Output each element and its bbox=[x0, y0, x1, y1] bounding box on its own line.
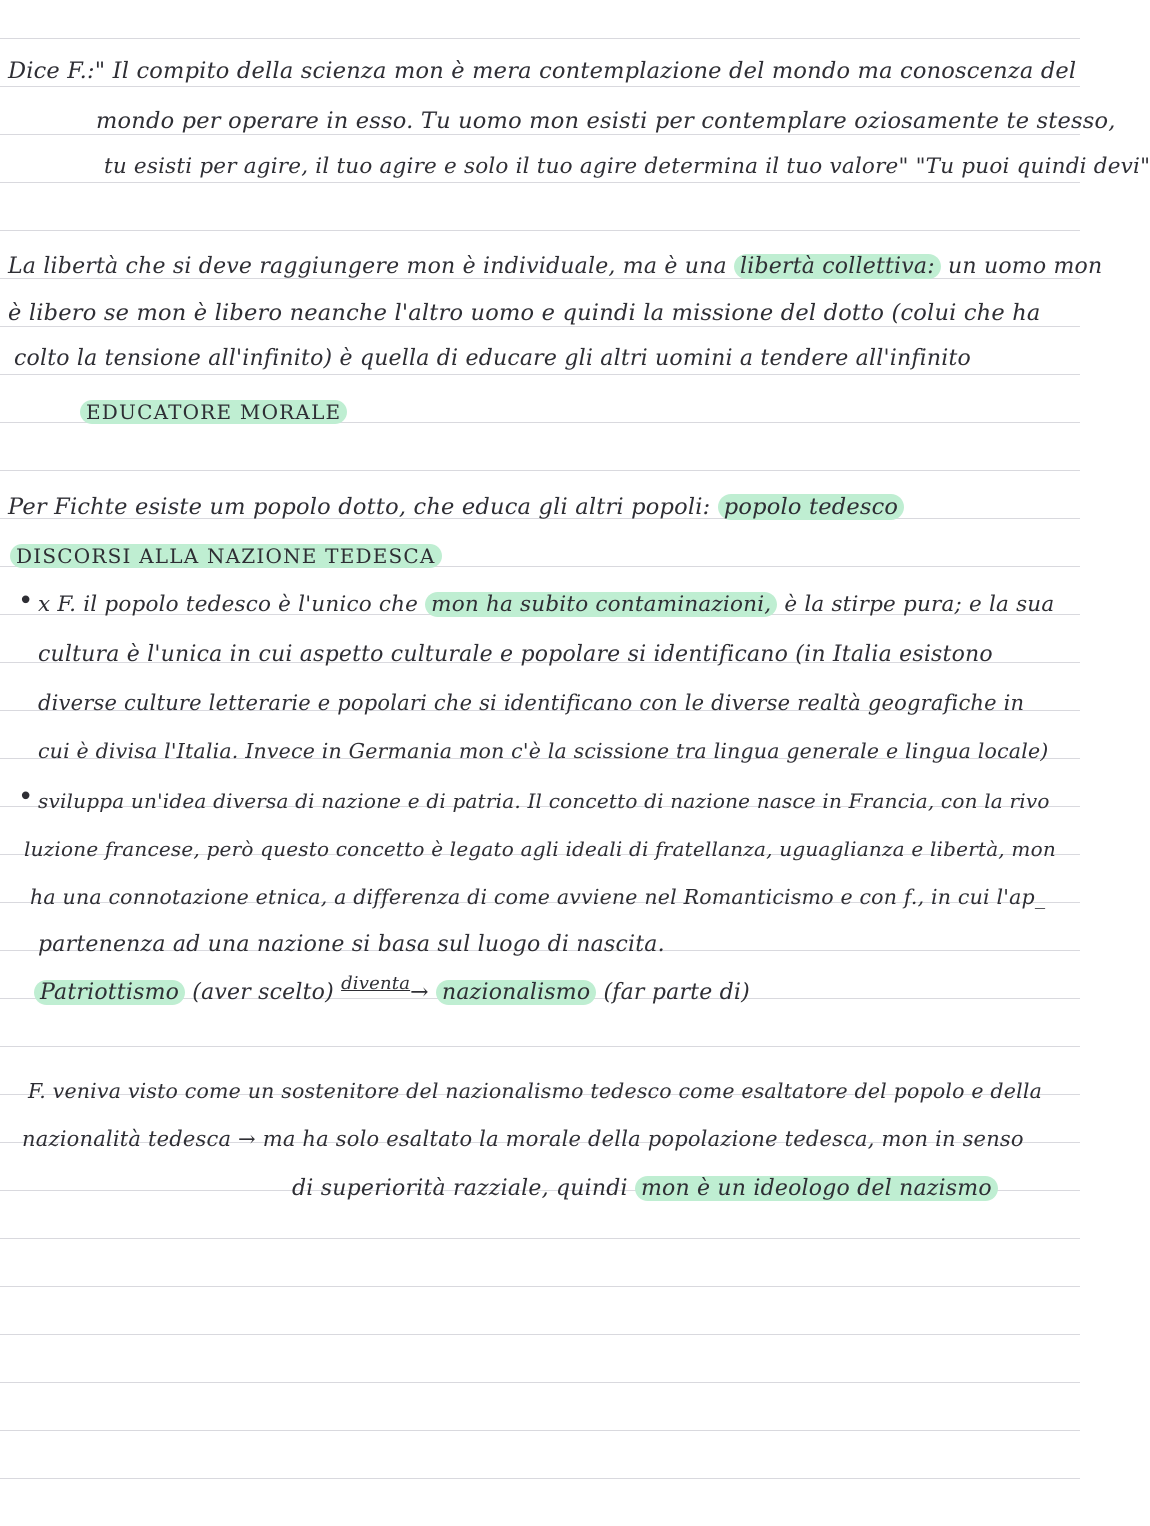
quote-line-2: mondo per operare in esso. Tu uomo mon esisti per contemplare oziosamente te stesso, bbox=[96, 108, 1116, 134]
bullet-2-line-4: partenenza ad una nazione si basa sul luogo di nascita. bbox=[38, 932, 665, 957]
highlight-contaminazioni: mon ha subito contaminazioni, bbox=[425, 592, 777, 617]
highlight-discorsi: DISCORSI ALLA NAZIONE TEDESCA bbox=[10, 544, 442, 568]
rule-line bbox=[0, 1334, 1080, 1335]
nazism-line-1: F. veniva visto come un sostenitore del nazionalismo tedesco come esaltatore del popolo e della bbox=[28, 1079, 1043, 1103]
nation-line-2 bbox=[10, 538, 442, 573]
freedom-line-3: colto la tensione all'infinito) è quella di educare gli altri uomini a tendere all'infinito bbox=[14, 346, 971, 371]
freedom-line-1 bbox=[8, 250, 1102, 284]
rule-line bbox=[0, 1430, 1080, 1431]
highlight-educatore-morale: EDUCATORE MORALE bbox=[80, 400, 347, 424]
far-parte-text: (far parte di) bbox=[596, 980, 750, 1005]
rule-line bbox=[0, 1286, 1080, 1287]
highlight-ideologo-nazismo: mon è un ideologo del nazismo bbox=[635, 1176, 998, 1201]
bullet-1-line-4: cui è divisa l'Italia. Invece in Germania mon c'è la scissione tra lingua generale e lingua locale) bbox=[38, 739, 1049, 763]
rule-line bbox=[0, 1046, 1080, 1047]
freedom-line-1-end: un uomo mon bbox=[940, 254, 1103, 279]
bullet-2-line-3: ha una connotazione etnica, a differenza di come avviene nel Romanticismo e con f., in cui l'ap_ bbox=[30, 885, 1046, 909]
nazism-line-2: nazionalità tedesca → ma ha solo esaltato la morale della popolazione tedesca, mon in senso bbox=[22, 1127, 1024, 1151]
bullet-2-glyph: • bbox=[18, 782, 34, 812]
highlight-patriottismo: Patriottismo bbox=[34, 980, 185, 1005]
quote-line-3: tu esisti per agire, il tuo agire e solo il tuo agire determina il tuo valore" "Tu puoi quindi devi" bbox=[104, 154, 1150, 179]
arrow-icon: → bbox=[410, 980, 429, 1005]
nation-line-1 bbox=[8, 490, 904, 524]
freedom-line-4 bbox=[80, 394, 347, 429]
rule-line bbox=[0, 1478, 1080, 1479]
bullet-2-line-5 bbox=[34, 973, 750, 1011]
bullet-1-line-1-text: x F. il popolo tedesco è l'unico che bbox=[38, 592, 426, 617]
highlight-nazionalismo: nazionalismo bbox=[436, 980, 596, 1005]
bullet-1-glyph: • bbox=[18, 586, 34, 616]
nazism-line-3-text: di superiorità razziale, quindi bbox=[292, 1176, 635, 1201]
nazism-line-3 bbox=[292, 1172, 998, 1206]
rule-line bbox=[0, 470, 1080, 471]
bullet-1-line-2: cultura è l'unica in cui aspetto culturale e popolare si identificano (in Italia esistono bbox=[38, 642, 993, 667]
freedom-line-1-text: La libertà che si deve raggiungere mon è individuale, ma è una bbox=[8, 254, 735, 279]
bullet-1-line-1 bbox=[38, 588, 1054, 622]
freedom-line-2: è libero se mon è libero neanche l'altro uomo e quindi la missione del dotto (colui che ha bbox=[8, 300, 1041, 326]
diventa-arrow bbox=[341, 973, 429, 1011]
diventa-label: diventa bbox=[341, 973, 411, 994]
rule-line bbox=[0, 38, 1080, 39]
quote-line-1: Dice F.:" Il compito della scienza mon è mera contemplazione del mondo ma conoscenza del bbox=[8, 58, 1077, 84]
highlight-liberta-collettiva: libertà collettiva: bbox=[734, 254, 941, 279]
bullet-1-line-3: diverse culture letterarie e popolari che si identificano con le diverse realtà geografiche in bbox=[38, 691, 1025, 715]
bullet-2-line-2: luzione francese, però questo concetto è legato agli ideali di fratellanza, uguaglianza e libertà, mon bbox=[24, 837, 1056, 861]
bullet-2-line-1: sviluppa un'idea diversa di nazione e di patria. Il concetto di nazione nasce in Francia, con la rivo bbox=[38, 789, 1050, 813]
rule-line bbox=[0, 1238, 1080, 1239]
rule-line bbox=[0, 230, 1080, 231]
bullet-1-line-1-end: è la stirpe pura; e la sua bbox=[777, 592, 1055, 617]
aver-scelto-text: (aver scelto) bbox=[185, 980, 342, 1005]
highlight-popolo-tedesco: popolo tedesco bbox=[718, 494, 904, 520]
rule-line bbox=[0, 1382, 1080, 1383]
nation-line-1-text: Per Fichte esiste um popolo dotto, che educa gli altri popoli: bbox=[8, 494, 718, 520]
